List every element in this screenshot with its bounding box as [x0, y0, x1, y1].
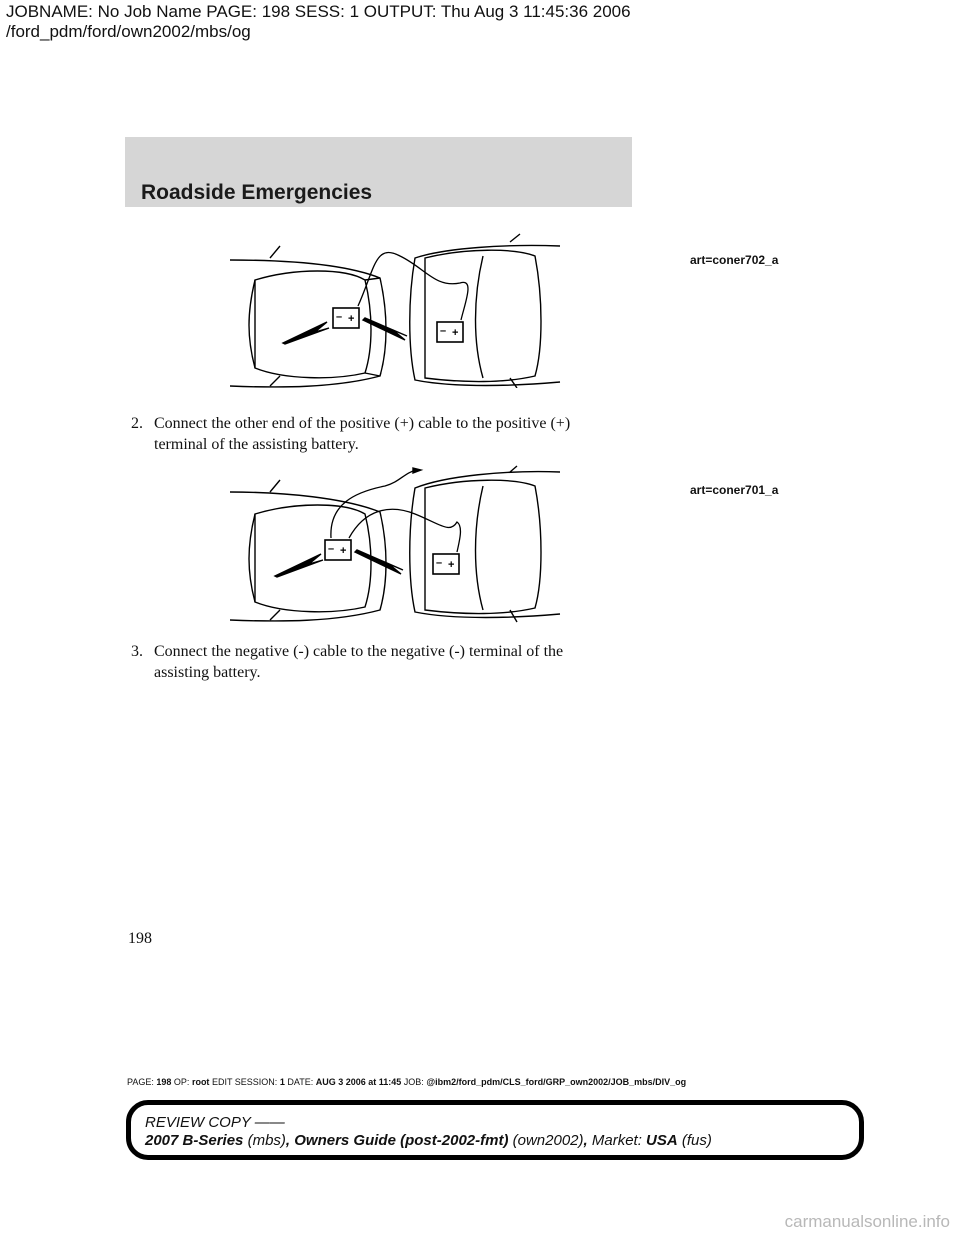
battery-3-negative: – — [328, 543, 335, 555]
review-guide-code: (own2002) — [512, 1132, 584, 1149]
page-info — [127, 1077, 686, 1087]
job-label: JOB: — [403, 1077, 424, 1087]
step-3 — [131, 641, 651, 683]
review-copy-details — [145, 1132, 859, 1149]
job-header — [6, 2, 631, 42]
battery-2-negative: – — [440, 325, 447, 337]
review-market: USA — [646, 1132, 678, 1149]
page-label: PAGE: — [127, 1077, 154, 1087]
review-copy-label: REVIEW COPY —— — [145, 1114, 285, 1131]
session-label: EDIT SESSION: — [211, 1077, 278, 1087]
review-market-label: Market: — [591, 1132, 642, 1149]
session-value: 1 — [279, 1077, 285, 1087]
step-3-line1: Connect the negative (-) cable to the negative (-) terminal of the — [154, 643, 564, 660]
job-value: @ibm2/ford_pdm/CLS_ford/GRP_own2002/JOB_mbs/DIV_og — [426, 1077, 687, 1087]
battery-3-positive: + — [340, 545, 347, 557]
step-3-line2: assisting battery. — [154, 664, 261, 681]
step-2-number: 2. — [131, 415, 143, 432]
jump-start-diagram-1 — [225, 228, 565, 388]
battery-4-positive: + — [448, 559, 455, 571]
section-title: Roadside Emergencies — [141, 181, 373, 204]
battery-1-positive: + — [348, 313, 355, 325]
art-label-1: art=coner702_a — [690, 253, 779, 267]
step-2-line1: Connect the other end of the positive (+) cable to the positive (+) — [154, 415, 571, 432]
jump-start-diagram-2 — [225, 464, 565, 624]
battery-4-negative: – — [436, 557, 443, 569]
art-label-2: art=coner701_a — [690, 483, 779, 497]
job-header-line1: JOBNAME: No Job Name PAGE: 198 SESS: 1 OUTPUT: Thu Aug 3 11:45:36 2006 — [6, 2, 631, 21]
review-sep2: , — [583, 1132, 588, 1149]
review-guide: Owners Guide (post-2002-fmt) — [294, 1132, 509, 1149]
review-sep1: , — [285, 1132, 291, 1149]
op-value: root — [191, 1077, 210, 1087]
battery-1-negative: – — [336, 311, 343, 323]
date-value: AUG 3 2006 at 11:45 — [315, 1077, 402, 1087]
review-model: 2007 B-Series — [145, 1132, 244, 1149]
step-2-line2: terminal of the assisting battery. — [154, 436, 359, 453]
step-3-number: 3. — [131, 643, 143, 660]
page-value: 198 — [156, 1077, 172, 1087]
page-number: 198 — [128, 930, 152, 947]
op-label: OP: — [173, 1077, 190, 1087]
step-2 — [131, 413, 651, 455]
section-header — [125, 137, 632, 207]
watermark: carmanualsonline.info — [784, 1212, 950, 1231]
review-model-code: (mbs) — [247, 1132, 286, 1149]
review-copy-box — [126, 1100, 864, 1160]
job-header-line2: /ford_pdm/ford/own2002/mbs/og — [6, 22, 251, 41]
date-label: DATE: — [287, 1077, 314, 1087]
review-market-code: (fus) — [681, 1132, 712, 1149]
battery-2-positive: + — [452, 327, 459, 339]
